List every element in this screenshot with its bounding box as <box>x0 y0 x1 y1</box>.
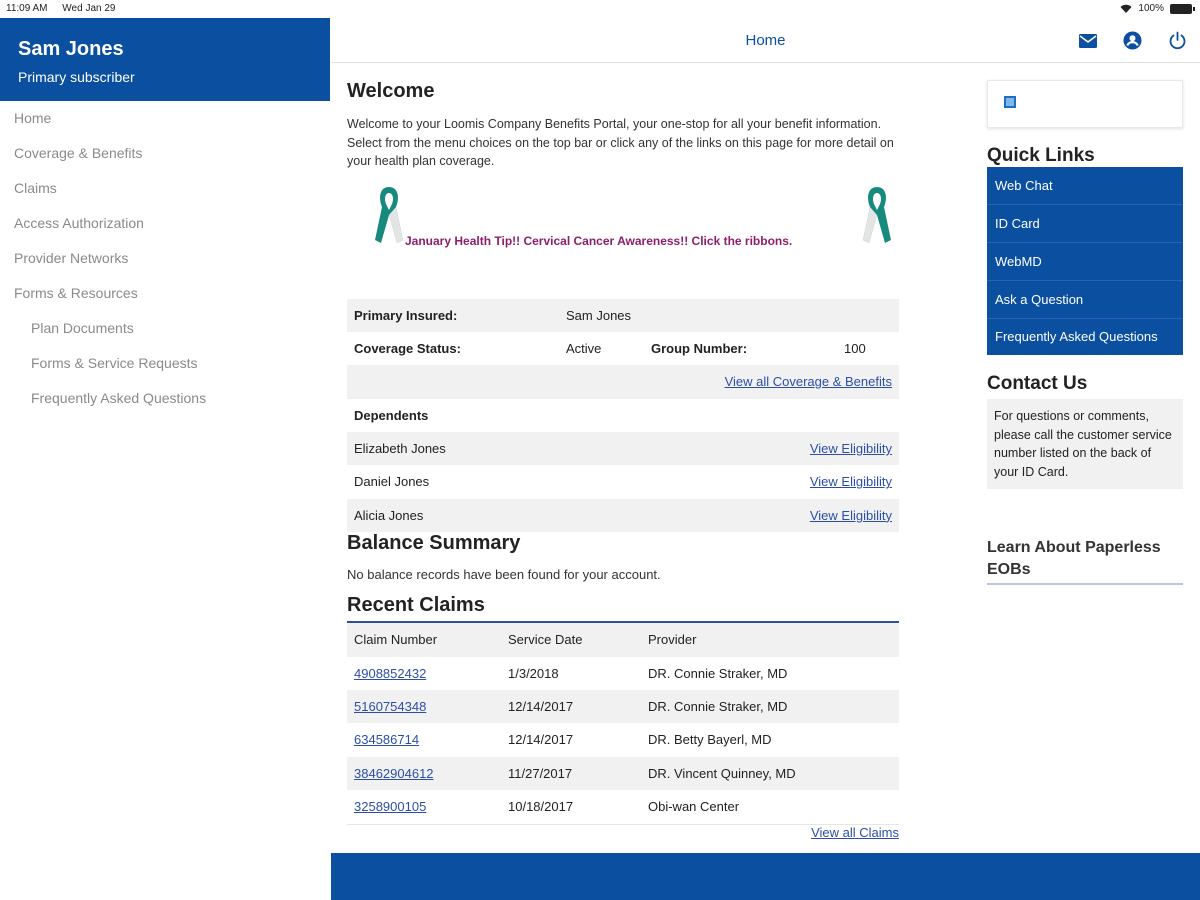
table-row <box>347 790 899 823</box>
contact-us-text: For questions or comments, please call the customer service number listed on the back of your ID Card. <box>987 399 1183 489</box>
view-eligibility-link[interactable]: View Eligibility <box>809 507 892 523</box>
balance-summary-text: No balance records have been found for your account. <box>347 567 661 583</box>
table-row <box>347 299 899 332</box>
dependent-row <box>347 432 899 465</box>
table-row <box>347 365 899 398</box>
user-role: Primary subscriber <box>18 69 135 85</box>
claims-header-row <box>347 623 899 656</box>
sidebar-item-forms-service-requests[interactable]: Forms & Service Requests <box>31 355 198 371</box>
health-tip-text[interactable]: January Health Tip!! Cervical Cancer Awareness!! Click the ribbons. <box>405 233 793 248</box>
table-row <box>347 399 899 432</box>
coverage-table <box>347 299 899 533</box>
dependent-row <box>347 499 899 532</box>
claim-provider: DR. Vincent Quinney, MD <box>648 765 796 781</box>
ribbon-right-icon[interactable] <box>861 185 893 247</box>
account-icon[interactable] <box>1122 30 1143 51</box>
claim-service-date: 10/18/2017 <box>508 799 574 815</box>
top-bar <box>331 18 1200 63</box>
right-column <box>987 80 1183 585</box>
battery-percent: 100% <box>1138 3 1164 14</box>
sidebar-item-claims[interactable]: Claims <box>14 180 57 196</box>
dependent-name: Elizabeth Jones <box>354 441 446 457</box>
coverage-status-label: Coverage Status: <box>354 340 461 356</box>
quick-link-web-chat[interactable]: Web Chat <box>987 167 1183 205</box>
column-header-provider: Provider <box>648 632 697 648</box>
main-content <box>347 63 899 842</box>
column-header-claim-number: Claim Number <box>354 632 438 648</box>
dependent-name: Alicia Jones <box>354 507 424 523</box>
claim-service-date: 11/27/2017 <box>508 765 573 781</box>
quick-links-title: Quick Links <box>987 145 1095 166</box>
table-row <box>347 690 899 723</box>
table-row <box>347 657 899 690</box>
dependent-name: Daniel Jones <box>354 474 430 490</box>
info-card <box>987 80 1183 128</box>
quick-link-faq[interactable]: Frequently Asked Questions <box>995 329 1158 344</box>
group-number-value: 100 <box>844 340 866 356</box>
footer-bar <box>331 853 1200 900</box>
table-row <box>347 723 899 756</box>
claim-service-date: 12/14/2017 <box>508 732 574 748</box>
table-row <box>347 757 899 790</box>
dependents-label: Dependents <box>354 407 429 423</box>
status-date: Wed Jan 29 <box>62 3 116 14</box>
claim-provider: DR. Betty Bayerl, MD <box>648 732 772 748</box>
sidebar-item-plan-documents[interactable]: Plan Documents <box>31 320 134 336</box>
dependent-row <box>347 465 899 498</box>
primary-insured-label: Primary Insured: <box>354 307 458 323</box>
status-bar <box>0 0 1200 18</box>
quick-link-ask-question[interactable]: Ask a Question <box>987 281 1183 319</box>
quick-link-id-card[interactable]: ID Card <box>987 205 1183 243</box>
table-row <box>347 332 899 365</box>
user-name: Sam Jones <box>18 38 124 60</box>
sidebar-item-provider-networks[interactable]: Provider Networks <box>14 250 129 266</box>
ribbon-left-icon[interactable] <box>373 185 405 247</box>
claim-number-link[interactable]: 634586714 <box>354 732 420 748</box>
group-number-label: Group Number: <box>651 340 748 356</box>
balance-summary-title: Balance Summary <box>347 532 521 555</box>
sidebar-nav <box>0 101 330 416</box>
sidebar-item-access-authorization[interactable]: Access Authorization <box>14 215 144 231</box>
view-all-coverage-link[interactable]: View all Coverage & Benefits <box>724 374 892 390</box>
column-header-service-date: Service Date <box>508 632 583 648</box>
welcome-title: Welcome <box>347 80 435 102</box>
sidebar-item-coverage-benefits[interactable]: Coverage & Benefits <box>14 145 143 161</box>
view-eligibility-link[interactable]: View Eligibility <box>809 441 892 457</box>
claim-service-date: 12/14/2017 <box>508 699 574 715</box>
claim-service-date: 1/3/2018 <box>508 665 559 681</box>
page-title: Home <box>745 32 786 49</box>
health-tip-banner[interactable] <box>347 181 899 291</box>
sidebar-item-home[interactable]: Home <box>14 110 52 126</box>
quick-links-list <box>987 167 1183 355</box>
quick-link-webmd[interactable]: WebMD <box>987 243 1183 281</box>
claim-provider: DR. Connie Straker, MD <box>648 665 788 681</box>
claim-number-link[interactable]: 5160754348 <box>354 699 427 715</box>
recent-claims-title: Recent Claims <box>347 594 899 623</box>
paperless-eobs-link[interactable]: Learn About Paperless EOBs <box>987 537 1183 585</box>
view-all-claims-link[interactable]: View all Claims <box>811 824 899 840</box>
welcome-text: Welcome to your Loomis Company Benefits Portal, your one-stop for all your benefit information. Select from the menu choices on the top bar or click any of the links on this page for more detail on your health plan coverage. <box>347 117 894 168</box>
view-eligibility-link[interactable]: View Eligibility <box>809 474 892 490</box>
primary-insured-value: Sam Jones <box>566 307 632 323</box>
contact-us-title: Contact Us <box>987 373 1088 394</box>
sidebar-item-faq[interactable]: Frequently Asked Questions <box>31 390 207 406</box>
wifi-icon <box>1120 4 1132 13</box>
coverage-status-value: Active <box>566 340 602 356</box>
claim-provider: DR. Connie Straker, MD <box>648 699 788 715</box>
status-time: 11:09 AM <box>6 3 48 14</box>
claim-number-link[interactable]: 3258900105 <box>354 799 427 815</box>
battery-icon <box>1170 4 1192 14</box>
image-placeholder-icon <box>1004 96 1016 108</box>
mail-icon[interactable] <box>1077 30 1098 51</box>
claim-provider: Obi-wan Center <box>648 799 740 815</box>
user-header <box>0 18 330 101</box>
sidebar-item-forms-resources[interactable]: Forms & Resources <box>14 285 138 301</box>
claims-table <box>347 623 899 823</box>
power-icon[interactable] <box>1167 30 1188 51</box>
claim-number-link[interactable]: 4908852432 <box>354 665 427 681</box>
claim-number-link[interactable]: 38462904612 <box>354 765 434 781</box>
